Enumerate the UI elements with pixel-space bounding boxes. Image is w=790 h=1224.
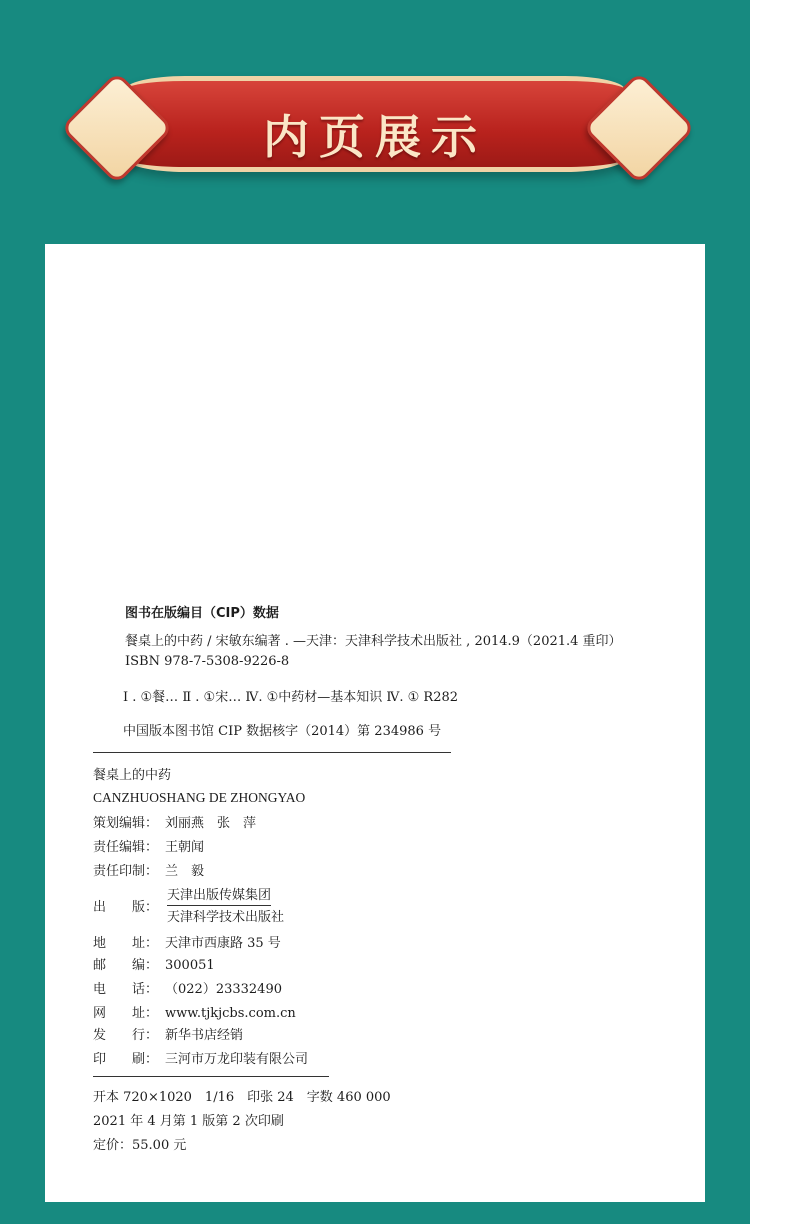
- credit-distribution: [93, 1024, 243, 1043]
- credit-value: 三河市万龙印装有限公司: [165, 1052, 309, 1067]
- credit-value: 天津市西康路 35 号: [165, 936, 281, 951]
- credit-label: 策划编辑：: [93, 816, 159, 831]
- credit-label: 地 址：: [93, 936, 159, 951]
- credit-label: 责任印制：: [93, 864, 159, 879]
- cip-entry: 餐桌上的中药 / 宋敏东编著 . —天津：天津科学技术出版社 , 2014.9（2021.4 重印）: [125, 634, 622, 649]
- copyright-page: [45, 244, 705, 1202]
- credit-postcode: [93, 954, 215, 973]
- format-specs: 开本 720×1020 1/16 印张 24 字数 460 000: [93, 1090, 391, 1105]
- banner-title: 内页展示: [263, 110, 487, 164]
- credit-label: 发 行：: [93, 1028, 159, 1043]
- credit-print-supervisor: [93, 860, 204, 879]
- section-banner: [55, 62, 695, 192]
- price: 定价：55.00 元: [93, 1138, 187, 1153]
- divider: [93, 752, 451, 753]
- divider: [93, 1076, 329, 1077]
- credit-label: 出 版：: [93, 900, 159, 915]
- book-title: 餐桌上的中药: [93, 768, 172, 783]
- cip-record-number: 中国版本图书馆 CIP 数据核字（2014）第 234986 号: [123, 724, 442, 739]
- ribbon: [125, 76, 625, 172]
- credit-value: （022）23332490: [165, 982, 282, 997]
- credit-value: 王朝闻: [165, 840, 205, 855]
- credit-value: 300051: [165, 958, 215, 973]
- credit-phone: [93, 978, 282, 997]
- credit-label: 网 址：: [93, 1006, 159, 1021]
- credit-value: 兰 毅: [165, 864, 205, 879]
- cip-isbn: ISBN 978-7-5308-9226-8: [125, 654, 290, 669]
- credit-printer: [93, 1048, 308, 1067]
- credit-label: 邮 编：: [93, 958, 159, 973]
- credit-address: [93, 932, 281, 951]
- credit-label: 印 刷：: [93, 1052, 159, 1067]
- credit-planning-editor: [93, 812, 256, 831]
- credit-publisher: [93, 884, 353, 926]
- credit-website: [93, 1002, 296, 1021]
- publisher-group: 天津出版传媒集团: [167, 884, 271, 906]
- credit-value: 刘丽燕 张 萍: [165, 816, 257, 831]
- credit-value: www.tjkjcbs.com.cn: [165, 1006, 296, 1021]
- cip-heading: 图书在版编目（CIP）数据: [125, 606, 279, 621]
- credit-value: 新华书店经销: [165, 1028, 244, 1043]
- credit-responsible-editor: [93, 836, 204, 855]
- credit-label: 电 话：: [93, 982, 159, 997]
- book-pinyin-title: CANZHUOSHANG DE ZHONGYAO: [93, 790, 306, 805]
- publisher-house: 天津科学技术出版社: [167, 910, 285, 925]
- edition-info: 2021 年 4 月第 1 版第 2 次印刷: [93, 1114, 284, 1129]
- credit-label: 责任编辑：: [93, 840, 159, 855]
- cip-classification: Ⅰ . ①餐… Ⅱ . ①宋… Ⅳ. ①中药材—基本知识 Ⅳ. ① R282: [123, 690, 459, 705]
